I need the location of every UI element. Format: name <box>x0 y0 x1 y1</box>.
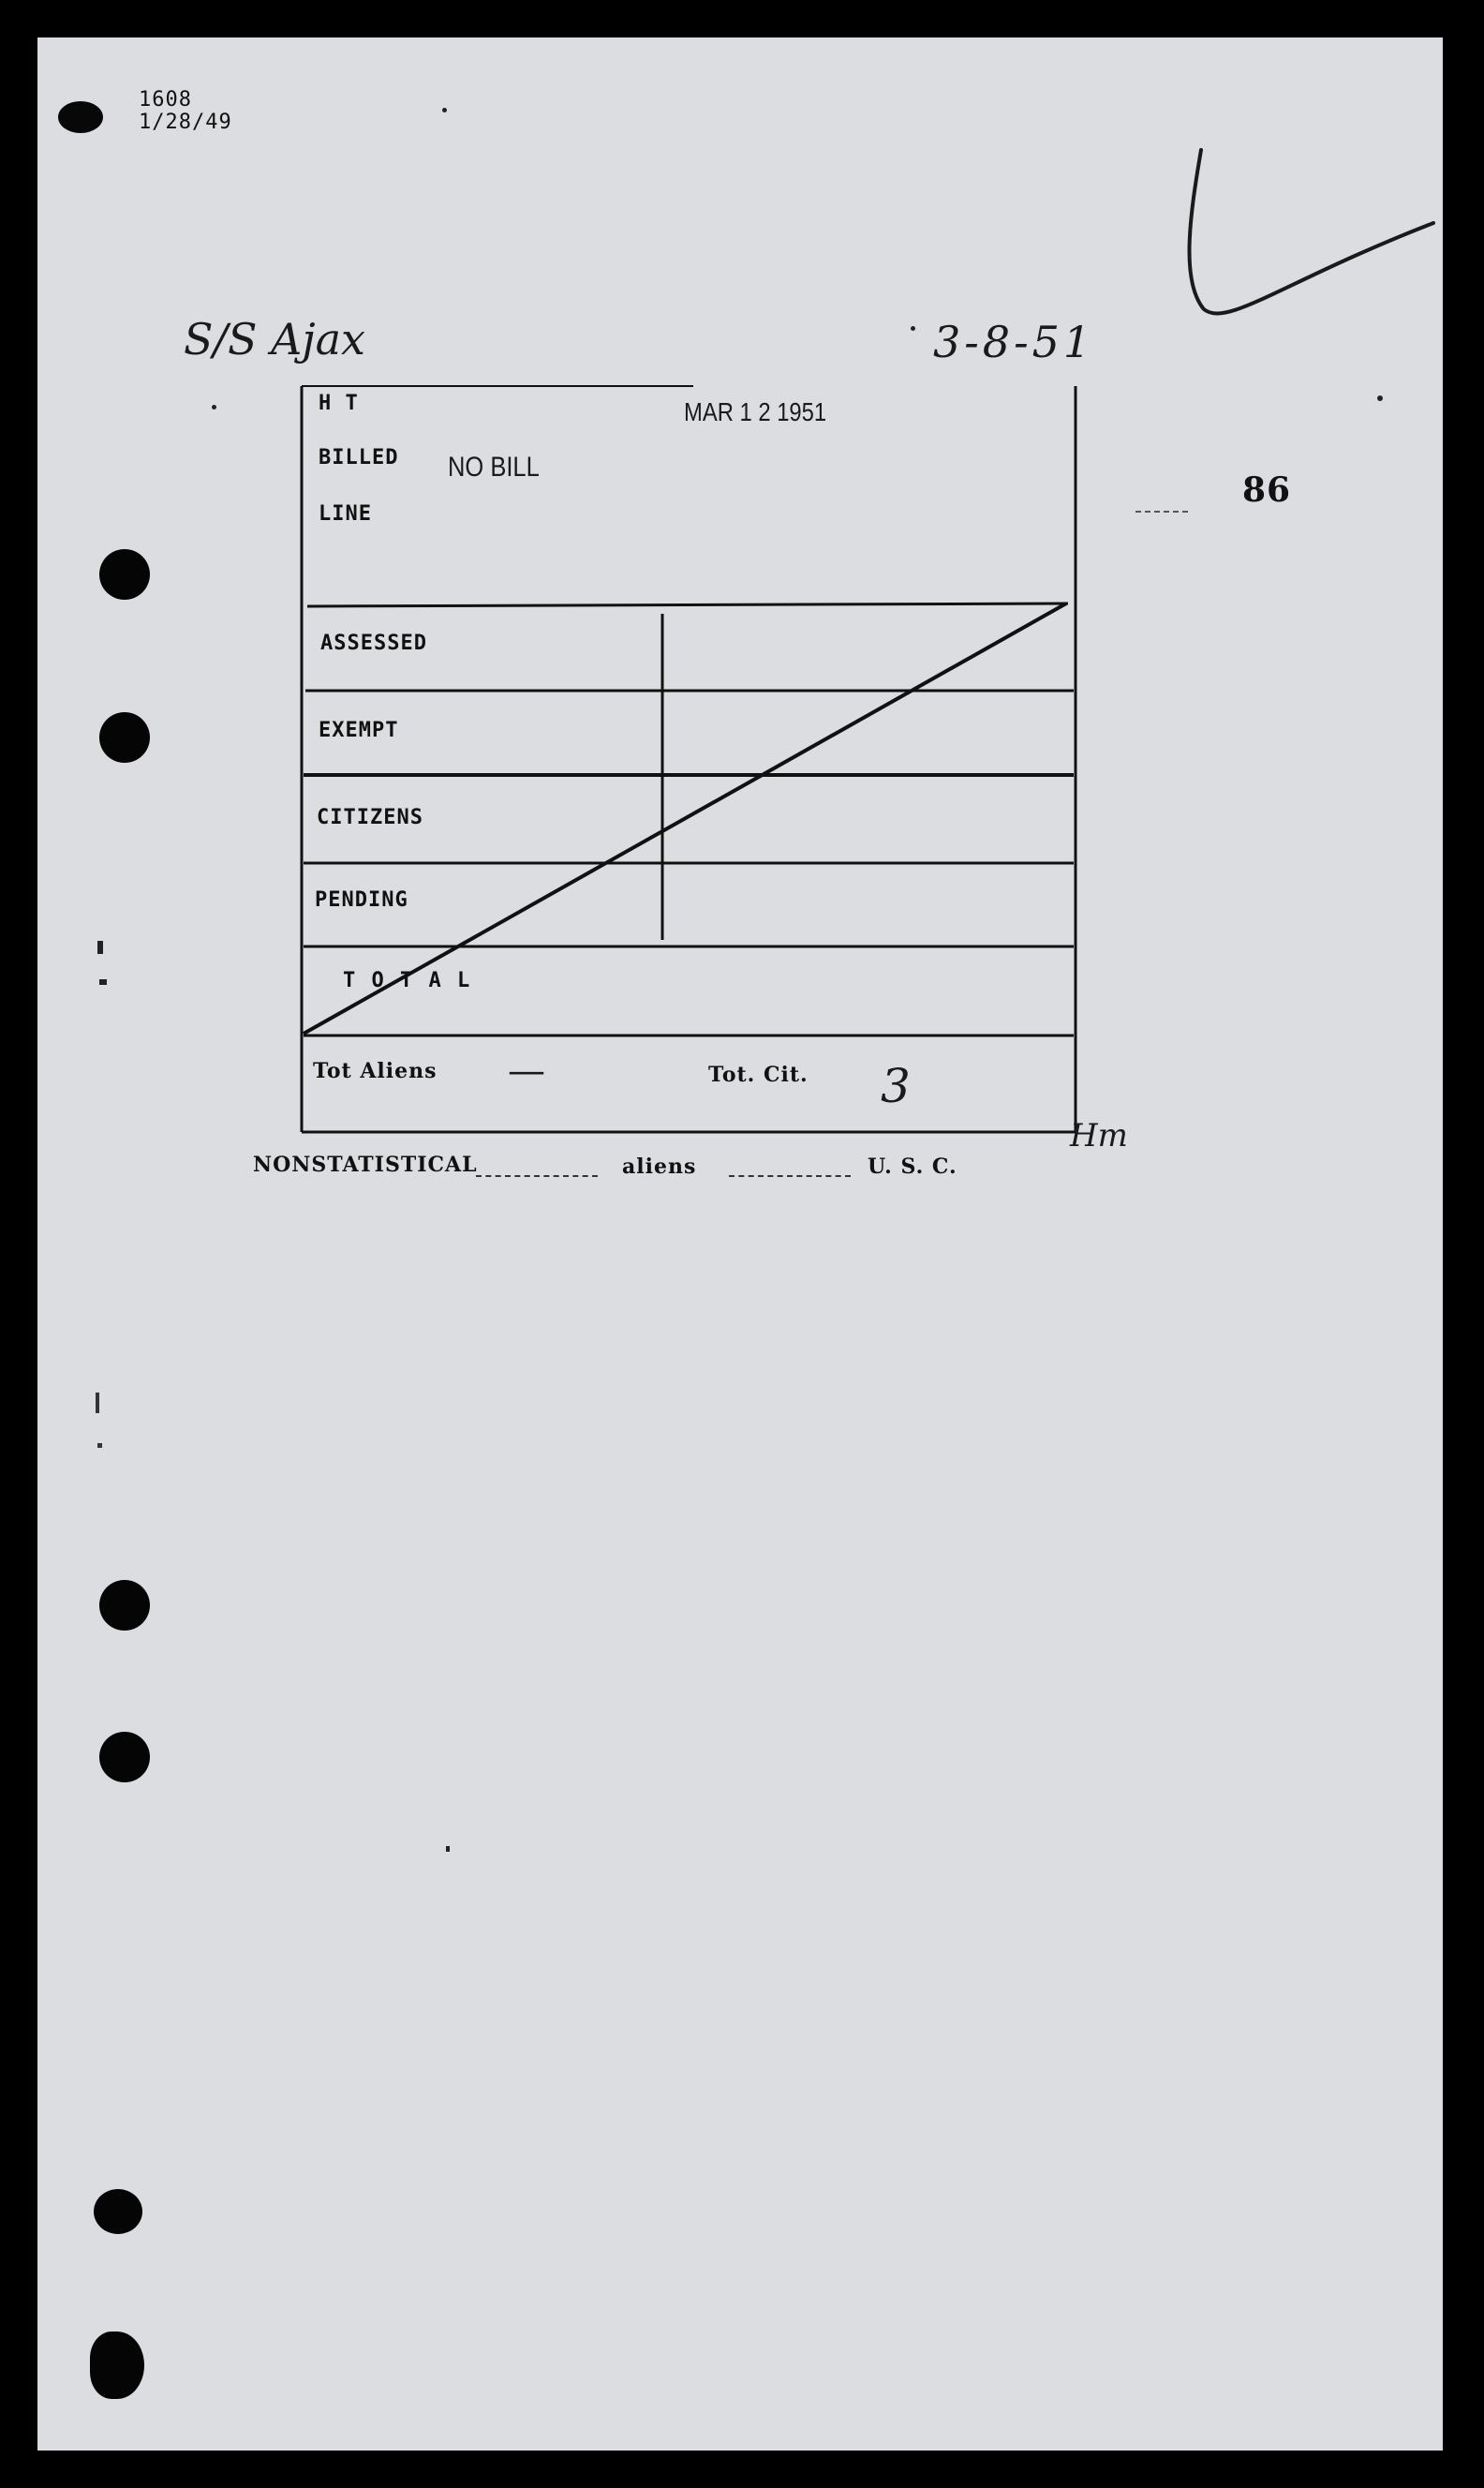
stray-dot <box>911 326 915 331</box>
punch-hole <box>94 2189 142 2234</box>
line-label: LINE <box>319 502 372 526</box>
billed-label: BILLED <box>319 446 399 469</box>
punch-hole <box>90 2332 144 2399</box>
tot-cit-value: 3 <box>881 1059 911 1113</box>
pending-label: PENDING <box>315 888 408 912</box>
stray-dot <box>1377 395 1383 401</box>
nonstatistical-label: NONSTATISTICAL <box>253 1153 478 1177</box>
document-page <box>37 37 1443 2451</box>
stray-mark <box>97 941 103 954</box>
exempt-label: EXEMPT <box>319 719 399 742</box>
citizens-label: CITIZENS <box>317 806 423 829</box>
assessed-label: ASSESSED <box>320 632 427 655</box>
received-stamp-date: MAR 1 2 1951 <box>684 397 827 426</box>
ship-name: S/S Ajax <box>184 314 365 365</box>
billed-value: NO BILL <box>448 452 540 483</box>
revision-date: 1/28/49 <box>139 111 232 134</box>
usc-label: U. S. C. <box>868 1155 957 1179</box>
form-number: 1608 <box>139 88 192 112</box>
usc-blank <box>729 1175 851 1177</box>
stray-dot <box>446 1846 450 1852</box>
tot-aliens-value: — <box>508 1050 545 1093</box>
total-label: T O T A L <box>343 969 472 992</box>
stray-mark <box>97 1443 102 1448</box>
stray-mark <box>96 1393 99 1413</box>
aliens-label: aliens <box>622 1155 697 1179</box>
nonstatistical-aliens-blank <box>476 1175 598 1177</box>
stray-dot <box>212 405 216 410</box>
stray-mark <box>99 979 107 985</box>
page-number: 86 <box>1242 470 1292 510</box>
tot-cit-label: Tot. Cit. <box>708 1063 809 1087</box>
punch-hole <box>99 1580 150 1631</box>
handwritten-date: 3-8-51 <box>933 317 1095 367</box>
stray-dot <box>442 108 447 112</box>
tot-aliens-label: Tot Aliens <box>313 1059 438 1083</box>
initials: Hm <box>1070 1117 1128 1155</box>
ht-label: H T <box>319 392 359 415</box>
punch-hole <box>99 1732 150 1782</box>
